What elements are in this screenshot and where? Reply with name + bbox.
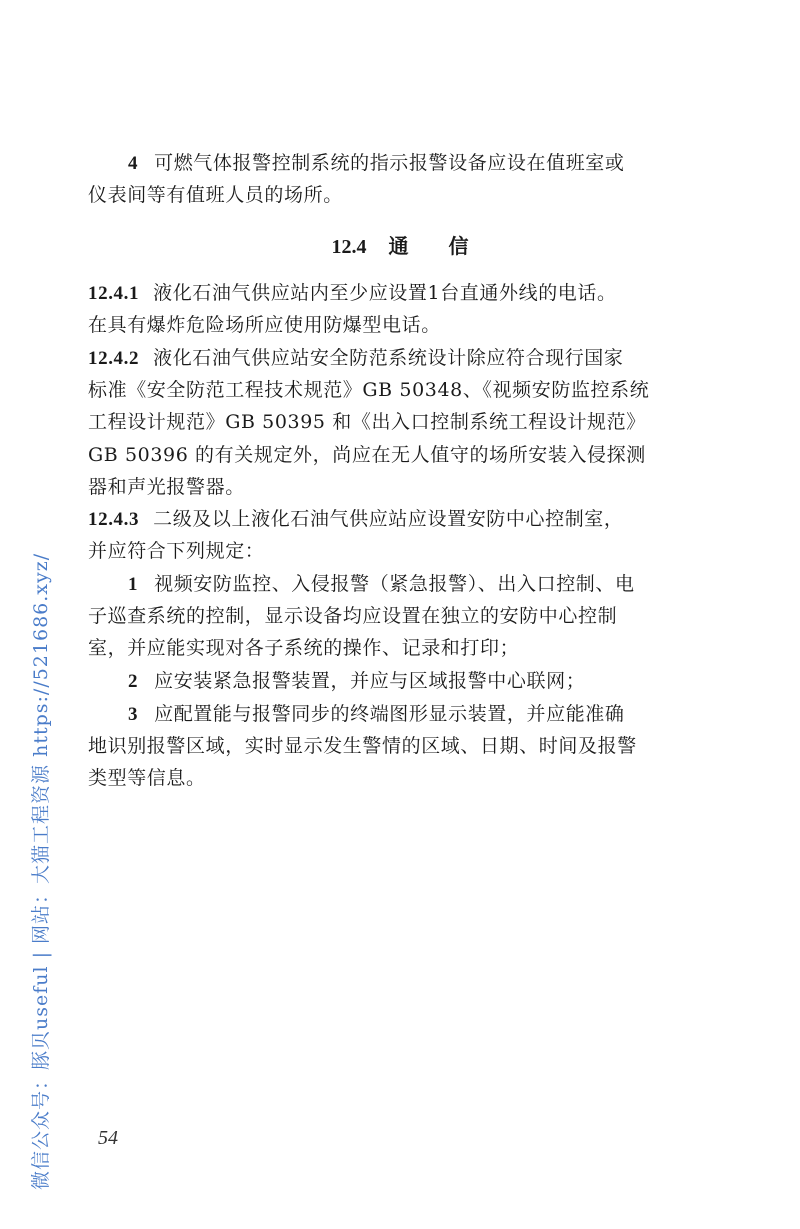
sub-item-1-line2: 子巡查系统的控制，显示设备均应设置在独立的安防中心控制 xyxy=(88,605,618,627)
clause-number: 12.4.3 xyxy=(88,509,140,530)
sub-item-1 xyxy=(88,569,698,596)
item-number: 1 xyxy=(128,574,139,595)
clause-12-4-2-line4: GB 50396 的有关规定外，尚应在无人值守的场所安装入侵探测 xyxy=(88,444,646,466)
item-text: 应安装紧急报警装置，并应与区域报警中心联网； xyxy=(154,670,586,692)
clause-12-4-2 xyxy=(88,343,698,370)
clause-text: 二级及以上液化石油气供应站应设置安防中心控制室， xyxy=(153,508,624,530)
clause-12-4-2-line3: 工程设计规范》GB 50395 和《出入口控制系统工程设计规范》 xyxy=(88,411,646,433)
sub-item-3 xyxy=(88,699,698,726)
section-heading xyxy=(0,230,800,259)
clause-12-4-1 xyxy=(88,278,698,305)
clause-12-4-2-line5: 器和声光报警器。 xyxy=(88,476,245,498)
item-number: 2 xyxy=(128,671,139,692)
item-4-line1 xyxy=(88,148,698,175)
watermark-text: 微信公众号：豚贝useful | 网站：大猫工程资源 https://521686.xyz/ xyxy=(30,552,52,1190)
clause-12-4-1-cont: 在具有爆炸危险场所应使用防爆型电话。 xyxy=(88,314,441,336)
page-number: 54 xyxy=(98,1127,118,1149)
sub-item-1-line3: 室，并应能实现对各子系统的操作、记录和打印； xyxy=(88,637,520,659)
clause-number: 12.4.1 xyxy=(88,283,140,304)
clause-12-4-3-cont: 并应符合下列规定： xyxy=(88,540,265,562)
clause-12-4-3 xyxy=(88,504,698,531)
sub-item-3-line2: 地识别报警区域，实时显示发生警情的区域、日期、时间及报警 xyxy=(88,735,637,757)
item-text: 应配置能与报警同步的终端图形显示装置，并应能准确 xyxy=(154,703,625,725)
item-number: 3 xyxy=(128,704,139,725)
clause-number: 12.4.2 xyxy=(88,348,140,369)
item-number: 4 xyxy=(128,153,139,174)
clause-12-4-2-line2: 标准《安全防范工程技术规范》GB 50348、《视频安防监控系统 xyxy=(88,379,650,401)
item-4-line2: 仪表间等有值班人员的场所。 xyxy=(88,184,343,206)
sub-item-2 xyxy=(88,666,698,693)
item-text: 可燃气体报警控制系统的指示报警设备应设在值班室或 xyxy=(154,152,625,174)
sub-item-3-line3: 类型等信息。 xyxy=(88,767,206,789)
clause-text: 液化石油气供应站安全防范系统设计除应符合现行国家 xyxy=(153,347,624,369)
clause-text: 液化石油气供应站内至少应设置1台直通外线的电话。 xyxy=(153,282,617,304)
section-title-2: 信 xyxy=(448,234,469,258)
item-text: 视频安防监控、入侵报警（紧急报警）、出入口控制、电 xyxy=(154,573,635,595)
section-title-1: 通 xyxy=(388,234,409,258)
section-number: 12.4 xyxy=(331,236,367,258)
